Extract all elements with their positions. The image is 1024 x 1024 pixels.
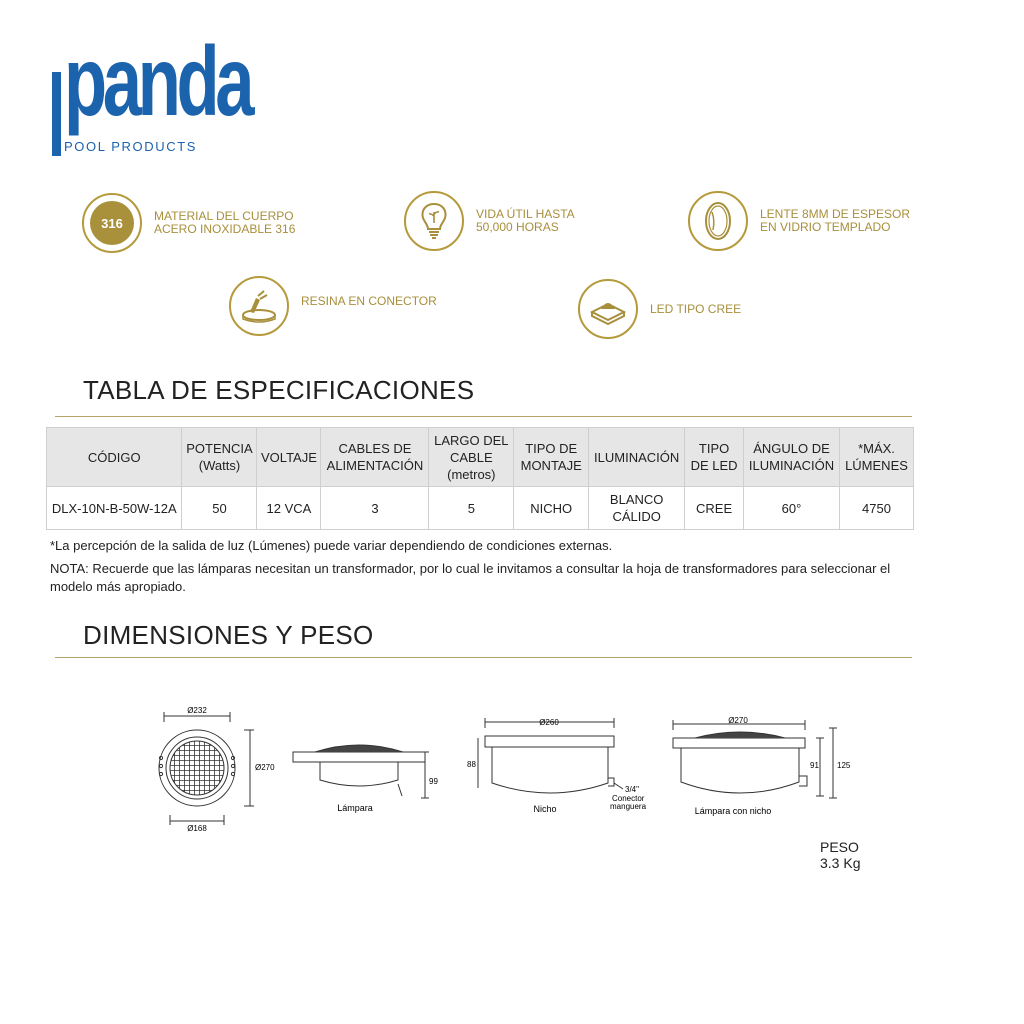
logo-bar: [52, 72, 61, 156]
badge-316-label: 316: [90, 201, 134, 245]
dim-combo-width: Ø270: [728, 716, 748, 725]
dimension-drawings: [140, 700, 860, 840]
niche-connector-label: Conector: [612, 794, 645, 803]
section-divider: [55, 657, 912, 658]
footnote: *La percepción de la salida de luz (Lúmenes) puede variar dependiendo de condiciones externas.: [50, 538, 613, 553]
dims-section-title: DIMENSIONES Y PESO: [83, 620, 374, 650]
logo-wordmark: panda: [64, 26, 251, 136]
dim-niche-height: 88: [467, 760, 476, 769]
feature-line1: LENTE 8MM DE ESPESOR: [760, 207, 911, 221]
cell-largo-cable: 5: [429, 487, 514, 530]
transformer-note: NOTA: Recuerde que las lámparas necesitan un transformador, por lo cual le invitamos a consultar la hoja de transformadores para seleccionar el modelo más apropiado.: [50, 561, 891, 594]
table-row: [47, 487, 914, 530]
niche-hose-label: manguera: [610, 802, 647, 811]
cell-cables: 3: [321, 487, 429, 530]
led-chip-icon: [578, 279, 638, 339]
header-cables: CABLES DE ALIMENTACIÓN: [321, 428, 429, 487]
spec-section-title: TABLA DE ESPECIFICACIONES: [83, 375, 475, 405]
header-largo-cable: LARGO DEL CABLE (metros): [429, 428, 514, 487]
feature-line2: EN VIDRIO TEMPLADO: [760, 220, 891, 234]
cell-codigo: DLX-10N-B-50W-12A: [47, 487, 182, 530]
cell-tipo-led: CREE: [685, 487, 744, 530]
connector-resin-icon: [229, 276, 289, 336]
header-potencia: POTENCIA (Watts): [182, 428, 257, 487]
weight-label: PESO: [820, 839, 859, 855]
dim-niche-width: Ø260: [539, 718, 559, 727]
niche-caption: Nicho: [533, 804, 557, 814]
cell-angulo: 60°: [744, 487, 840, 530]
header-tipo-led: TIPO DE LED: [685, 428, 744, 487]
lightbulb-icon: [404, 191, 464, 251]
feature-line1: LED TIPO CREE: [650, 301, 742, 316]
lamp-caption: Lámpara: [337, 803, 373, 813]
header-montaje: TIPO DE MONTAJE: [514, 428, 589, 487]
feature-line1: VIDA ÚTIL HASTA: [476, 207, 575, 221]
feature-line1: RESINA EN CONECTOR: [301, 293, 437, 308]
spec-table: [46, 427, 914, 530]
weight-value: 3.3 Kg: [820, 855, 861, 871]
feature-line2: 50,000 HORAS: [476, 220, 559, 234]
logo-tagline: POOL PRODUCTS: [64, 139, 198, 154]
feature-lens: [688, 191, 910, 251]
header-codigo: CÓDIGO: [47, 428, 182, 487]
cell-montaje: NICHO: [514, 487, 589, 530]
cell-potencia: 50: [182, 487, 257, 530]
dim-lamp-height: 99: [429, 777, 438, 786]
feature-led: [578, 279, 741, 339]
section-divider: [55, 416, 912, 417]
header-angulo: ÁNGULO DE ILUMINACIÓN: [744, 428, 840, 487]
brand-logo: [50, 26, 251, 163]
header-iluminacion: ILUMINACIÓN: [589, 428, 685, 487]
feature-line2: ACERO INOXIDABLE 316: [154, 222, 296, 236]
feature-material: [82, 193, 295, 253]
niche-connector-size: 3/4": [625, 785, 639, 794]
cell-voltaje: 12 VCA: [257, 487, 321, 530]
dim-front-side: Ø270: [255, 763, 275, 772]
table-header-row: [47, 428, 914, 487]
header-lumenes: *MÁX. LÚMENES: [840, 428, 914, 487]
combo-caption: Lámpara con nicho: [694, 806, 772, 816]
dim-front-top: Ø232: [187, 706, 207, 715]
feature-resin: [229, 276, 437, 336]
cell-lumenes: 4750: [840, 487, 914, 530]
weight-block: [820, 839, 860, 871]
cell-iluminacion: BLANCO CÁLIDO: [589, 487, 685, 530]
header-voltaje: VOLTAJE: [257, 428, 321, 487]
lens-icon: [688, 191, 748, 251]
feature-lifetime: [404, 191, 575, 251]
dim-combo-h1: 91: [810, 761, 819, 770]
dim-front-bottom: Ø168: [187, 824, 207, 833]
dim-combo-h2: 125: [837, 761, 851, 770]
feature-line1: MATERIAL DEL CUERPO: [154, 209, 294, 223]
badge-316-icon: [82, 193, 142, 253]
